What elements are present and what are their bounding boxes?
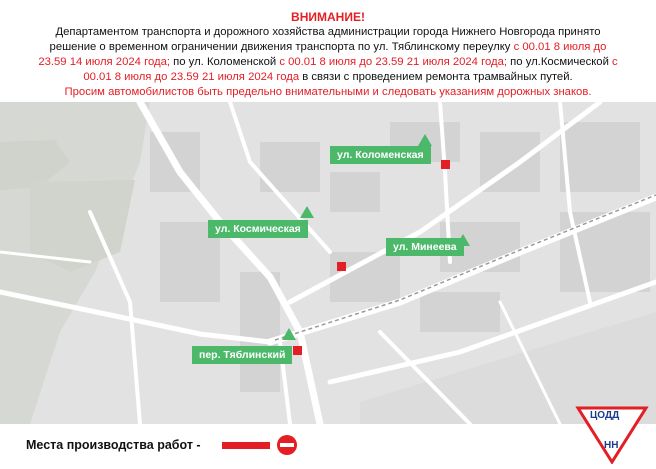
notice-line-2 bbox=[2, 40, 654, 54]
legend-label: Места производства работ - bbox=[26, 438, 201, 452]
notice-date-kosmicheskaya: 00.01 8 июля до 23.59 21 июля 2024 года bbox=[83, 71, 300, 83]
notice-line-3 bbox=[2, 55, 654, 69]
arrow-up-icon bbox=[418, 134, 432, 146]
no-entry-sign-icon bbox=[277, 435, 297, 455]
notice-date-kolomenskaya: с 00.01 8 июля до 23.59 21 июля 2024 года; bbox=[279, 56, 508, 68]
work-site-marker[interactable] bbox=[337, 262, 346, 271]
notice-date-tyablinsky-end: 23.59 14 июля 2024 года; bbox=[38, 56, 170, 68]
logo-text: НН bbox=[604, 440, 619, 451]
work-site-marker[interactable] bbox=[293, 346, 302, 355]
street-label-kosmicheskaya: ул. Космическая bbox=[208, 220, 308, 238]
arrow-up-icon bbox=[282, 328, 296, 340]
logo-text: ЦОДД bbox=[590, 410, 620, 421]
codd-logo bbox=[574, 404, 650, 464]
notice-text: по ул.Космической bbox=[507, 56, 613, 68]
notice-text: в связи с проведением ремонта трамвайных путей. bbox=[299, 71, 573, 83]
notice-line-4 bbox=[2, 70, 654, 84]
work-zone-line-icon bbox=[222, 442, 270, 449]
map-background bbox=[0, 102, 656, 424]
arrow-up-icon bbox=[300, 206, 314, 218]
notice-date-tyablinsky: с 00.01 8 июля до bbox=[513, 41, 607, 53]
street-label-tyablinsky: пер. Тяблинский bbox=[192, 346, 292, 364]
notice-line-1: Департаментом транспорта и дорожного хозяйства администрации города Нижнего Новгорода принято bbox=[55, 26, 601, 38]
street-label-mineeva: ул. Минеева bbox=[386, 238, 464, 256]
notice-line-5: Просим автомобилистов быть предельно внимательными и следовать указаниям дорожных знаков. bbox=[64, 86, 592, 98]
notice-text: по ул. Коломенской bbox=[170, 56, 280, 68]
work-site-marker[interactable] bbox=[441, 160, 450, 169]
notice-block bbox=[0, 0, 656, 100]
street-label-kolomenskaya: ул. Коломенская bbox=[330, 146, 431, 164]
map[interactable] bbox=[0, 102, 656, 424]
legend bbox=[0, 424, 656, 468]
notice-date-kosmicheskaya-start: с bbox=[612, 56, 618, 68]
notice-title: ВНИМАНИЕ! bbox=[291, 10, 365, 24]
notice-text: решение о временном ограничении движения транспорта по ул. Тяблинскому переулку bbox=[49, 41, 514, 53]
